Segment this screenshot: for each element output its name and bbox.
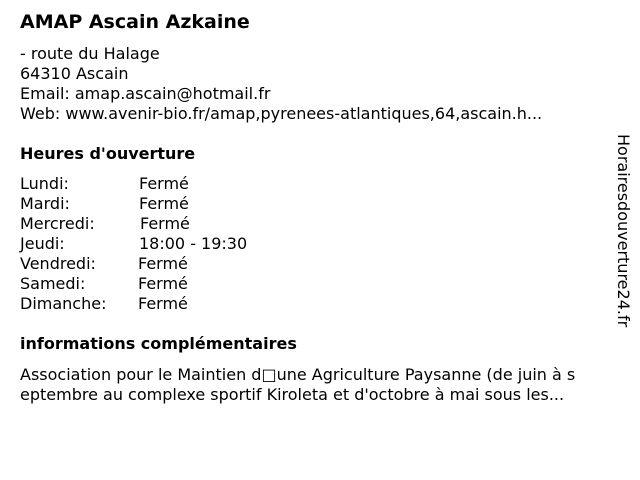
day-label: Dimanche: xyxy=(20,294,107,313)
opening-time: Fermé xyxy=(138,274,188,293)
info-text-line-2: eptembre au complexe sportif Kiroleta et d'octobre à mai sous les... xyxy=(20,385,565,404)
hours-row-friday xyxy=(20,254,420,274)
info-text-line-1: Association pour le Maintien d□une Agriculture Paysanne (de juin à s xyxy=(20,365,576,384)
opening-time: 18:00 - 19:30 xyxy=(139,234,248,253)
opening-time: Fermé xyxy=(140,214,190,233)
day-label: Mardi: xyxy=(20,194,70,213)
hours-row-thursday xyxy=(20,234,420,254)
hours-row-wednesday xyxy=(20,214,420,234)
hours-heading: Heures d'ouverture xyxy=(20,144,196,163)
address-line-2: 64310 Ascain xyxy=(20,64,129,83)
web-line: Web: www.avenir-bio.fr/amap,pyrenees-atlantiques,64,ascain.h... xyxy=(20,104,543,123)
hours-row-tuesday xyxy=(20,194,420,214)
info-heading: informations complémentaires xyxy=(20,334,297,353)
hours-row-sunday xyxy=(20,294,420,314)
day-label: Lundi: xyxy=(20,174,69,193)
day-label: Mercredi: xyxy=(20,214,95,233)
hours-row-saturday xyxy=(20,274,420,294)
opening-time: Fermé xyxy=(138,294,188,313)
address-line-1: - route du Halage xyxy=(20,44,160,63)
opening-time: Fermé xyxy=(139,174,189,193)
day-label: Jeudi: xyxy=(20,234,65,253)
site-watermark: Horairesdouverture24.fr xyxy=(614,134,633,328)
opening-time: Fermé xyxy=(138,254,188,273)
listing-title: AMAP Ascain Azkaine xyxy=(20,11,250,33)
opening-time: Fermé xyxy=(139,194,189,213)
day-label: Samedi: xyxy=(20,274,86,293)
day-label: Vendredi: xyxy=(20,254,96,273)
email-line: Email: amap.ascain@hotmail.fr xyxy=(20,84,271,103)
hours-row-monday xyxy=(20,174,420,194)
